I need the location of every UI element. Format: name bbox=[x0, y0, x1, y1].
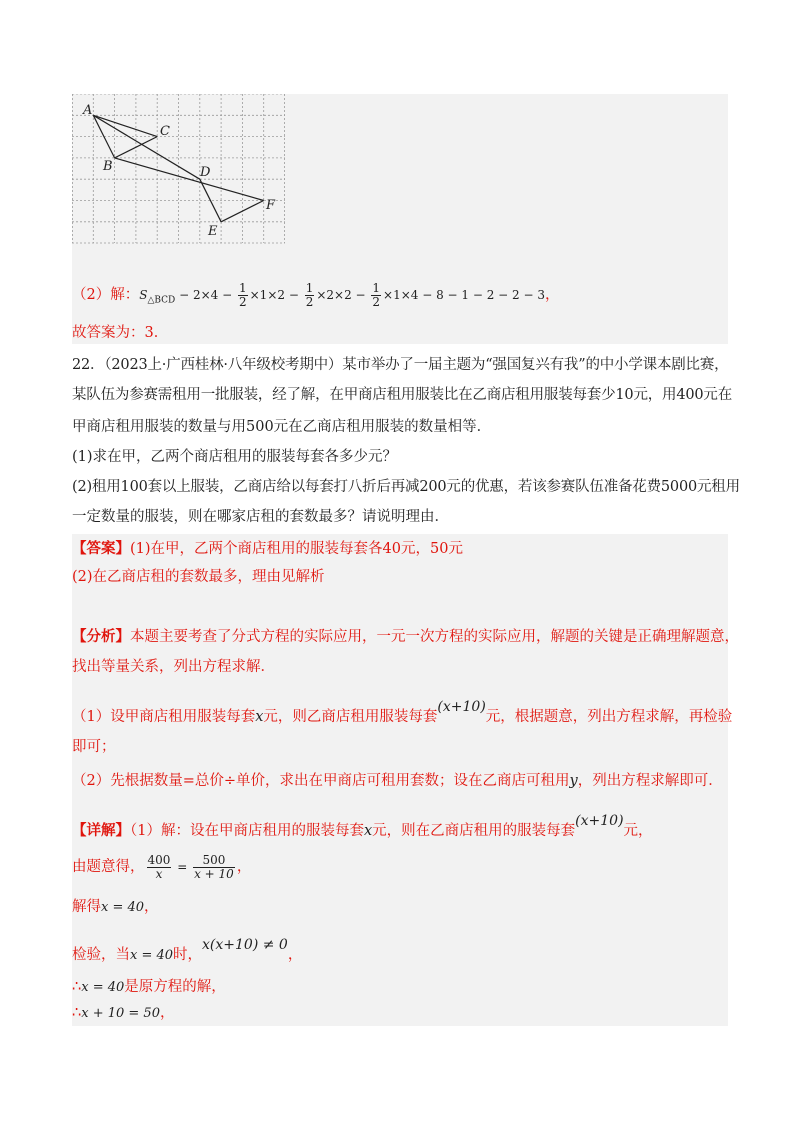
detail-therefore-2: ∴x + 10 = 50， bbox=[72, 1005, 175, 1021]
point-label-E: E bbox=[208, 224, 218, 239]
problem-line-2: 某队伍为参赛需租用一批服装，经了解，在甲商店租用服装比在乙商店租用服装每套少10元，用400元在 bbox=[72, 387, 733, 403]
point-label-F: F bbox=[266, 198, 276, 213]
detail-check: 检验，当x = 40时，x(x+10) ≠ 0， bbox=[72, 937, 303, 963]
point-label-C: C bbox=[160, 124, 170, 139]
part2-answer: 故答案为：3． bbox=[72, 325, 169, 341]
point-label-D: D bbox=[200, 165, 211, 180]
geometry-grid-figure bbox=[72, 94, 286, 244]
detail-tag: 【详解】 bbox=[72, 822, 130, 839]
answer-line-1: 【答案】(1)在甲，乙两个商店租用的服装每套各40元，50元 bbox=[72, 540, 463, 557]
analysis-line-1: 【分析】本题主要考查了分式方程的实际应用，一元一次方程的实际应用，解题的关键是正确理解题意， bbox=[72, 628, 739, 645]
analysis-part2: （2）先根据数量=总价÷单价，求出在甲商店可租用套数；设在乙商店可租用y，列出方程求解即可． bbox=[72, 773, 723, 789]
question-1: (1)求在甲，乙两个商店租用的服装每套各多少元？ bbox=[72, 449, 398, 465]
analysis-line-2: 找出等量关系，列出方程求解． bbox=[72, 659, 275, 675]
point-label-A: A bbox=[83, 103, 93, 118]
question-2-line-1: (2)租用100套以上服装，乙商店给以每套打八折后再减200元的优惠，若该参赛队伍准备花费5000元租用 bbox=[72, 479, 740, 495]
detail-line-1: 【详解】（1）解：设在甲商店租用的服装每套x元，则在乙商店租用的服装每套(x+10)元， bbox=[72, 813, 653, 839]
problem-line-3: 甲商店租用服装的数量与用500元在乙商店租用服装的数量相等． bbox=[72, 419, 492, 435]
analysis-tag: 【分析】 bbox=[72, 628, 130, 645]
detail-therefore-1: ∴x = 40是原方程的解， bbox=[72, 979, 226, 995]
point-label-B: B bbox=[103, 159, 113, 174]
part2-formula: $S_{\triangle BCD} - 2\times 4$ − $\frac{1}{2}$ ×1×2 − $\frac{1}{2}$ ×2×2 − $\frac{1}{2}$ ×1×4 − 8 − 1 − 2 − 2 − 3 bbox=[139, 281, 546, 309]
part2-solution-line: （2）解：$S_{\triangle BCD} - 2\times 4$ − $\frac{1}{2}$ ×1×2 − $\frac{1}{2}$ ×2×2 − $\frac{1}{2}$ ×1×4 − 8 − 1 − 2 − 2 − 3， bbox=[72, 281, 560, 309]
question-2-line-2: 一定数量的服装，则在哪家店租的套数最多？请说明理由． bbox=[72, 509, 449, 525]
analysis-part1: （1）设甲商店租用服装每套x元，则乙商店租用服装每套(x+10)元，根据题意，列出方程求解，再检验 bbox=[72, 699, 733, 725]
detail-solve: 解得x = 40， bbox=[72, 899, 159, 915]
problem-line-1: 22．（2023上·广西桂林·八年级校考期中）某市举办了一届主题为“强国复兴有我”的中小学课本剧比赛， bbox=[72, 357, 729, 373]
analysis-part1-line-2: 即可； bbox=[72, 739, 116, 755]
answer-tag: 【答案】 bbox=[72, 540, 130, 557]
detail-equation: 由题意得， $\frac{400}{x}$ = $\frac{500}{x + 10}$ ， bbox=[72, 853, 252, 881]
answer-line-2: (2)在乙商店租的套数最多，理由见解析 bbox=[72, 569, 325, 585]
